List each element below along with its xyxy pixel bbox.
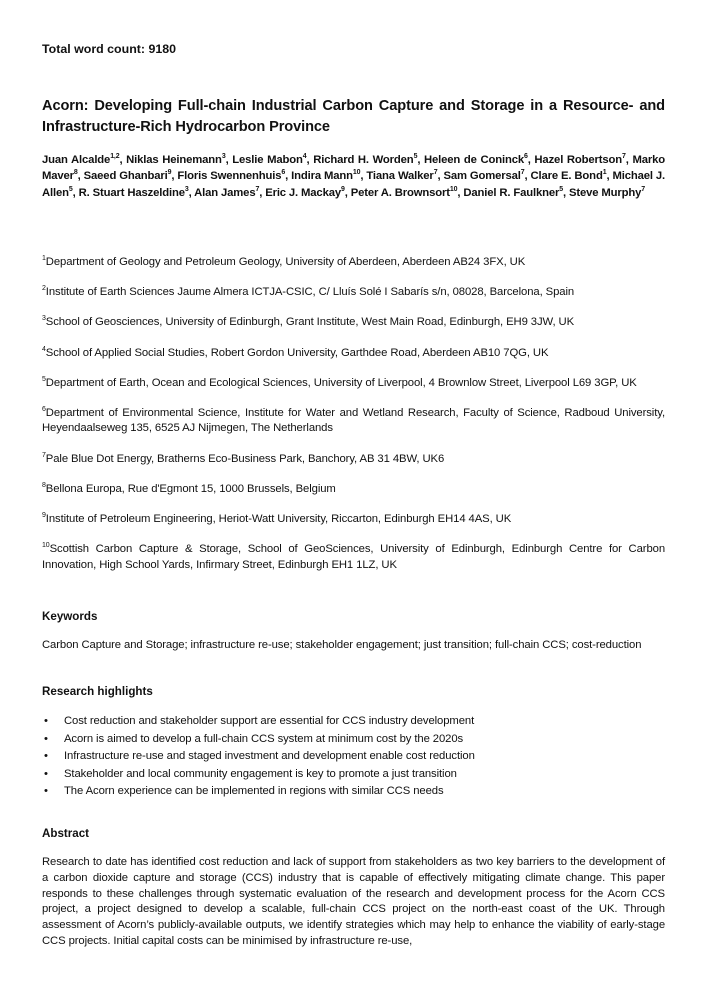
author-name: Steve Murphy (569, 186, 642, 199)
author (313, 154, 417, 166)
highlights-list (42, 713, 665, 801)
author (84, 170, 172, 182)
author (534, 154, 625, 166)
author-affiliation-number: 6 (281, 169, 286, 177)
affiliation (42, 376, 665, 392)
author-affiliation-number: 10 (352, 169, 361, 177)
affiliation-number: 4 (42, 345, 46, 353)
author-affiliation-number: 4 (302, 153, 307, 160)
author-name: Richard H. Worden (313, 154, 414, 166)
author (366, 170, 437, 182)
keywords-text: Carbon Capture and Storage; infrastructure re-use; stakeholder engagement; just transition; full-chain CCS; cost-reduction (42, 639, 642, 651)
author-name: Saeed Ghanbari (83, 170, 168, 183)
affiliation-text: Institute of Petroleum Engineering, Heriot-Watt University, Riccarton, Edinburgh EH14 4AS, UK (45, 513, 512, 525)
affiliation-text: Pale Blue Dot Energy, Bratherns Eco-Business Park, Banchory, AB 31 4BW, UK6 (45, 452, 445, 465)
author (42, 154, 119, 166)
abstract-heading: Abstract (42, 827, 90, 840)
affiliation-number: 3 (42, 315, 46, 323)
author-name: Hazel Robertson (534, 154, 623, 166)
affiliation (42, 285, 665, 301)
author-affiliation-number: 5 (68, 185, 73, 193)
bullet-icon: • (44, 732, 48, 745)
author-affiliation-number: 7 (255, 185, 260, 193)
author (531, 170, 607, 182)
highlight-item (42, 748, 665, 766)
highlights-heading: Research highlights (42, 685, 153, 698)
author-affiliation-number: 7 (520, 169, 525, 177)
abstract-text: Research to date has identified cost reduction and lack of support from stakeholders as two key barriers to the development of a carbon dioxide capture and storage (CCS) industry that is capable of effectively mitigating climate change. This paper responds to these challenges through systematic evaluation of the research and development process for the Acorn CCS project, a project designed to develop a scalable, full-chain CCS project on the north-east coast of the UK. Through assessment of Acorn’s publicly-available outputs, we identify strategies which may help to enhance the viability of early-stage CCS projects. Initial capital costs can be minimised by infrastructure re-use, (42, 856, 665, 947)
author-name: Indira Mann (291, 170, 353, 183)
paper-title: Acorn: Developing Full-chain Industrial Carbon Capture and Storage in a Resource- and Infrastructure-Rich Hydrocarbon Province (42, 98, 665, 135)
author-name: Daniel R. Faulkner (463, 186, 560, 199)
author (265, 187, 345, 199)
author-name: Heleen de Coninck (424, 154, 524, 166)
highlight-text: Infrastructure re-use and staged investment and development enable cost reduction (64, 750, 475, 762)
author-affiliation-number: 3 (221, 153, 226, 160)
highlight-item (42, 713, 665, 731)
author (424, 154, 528, 166)
author-affiliation-number: 1 (602, 169, 607, 177)
author (177, 170, 285, 182)
affiliation (42, 255, 665, 271)
author-name: Sam Gomersal (443, 170, 521, 183)
author-name: Niklas Heinemann (126, 154, 222, 166)
affiliation-number: 9 (42, 512, 46, 519)
author-affiliation-number: 5 (413, 153, 418, 160)
author-name: Eric J. Mackay (265, 186, 341, 199)
affiliation-number: 7 (42, 451, 46, 459)
author-name: Juan Alcalde (42, 154, 111, 166)
affiliation-number: 10 (42, 542, 50, 550)
highlight-text: Cost reduction and stakeholder support are essential for CCS industry development (64, 715, 475, 727)
author (569, 187, 645, 199)
author (232, 154, 306, 166)
author-name: Michael J. Allen (42, 170, 665, 199)
affiliation (42, 542, 665, 573)
affiliation-text: Department of Geology and Petroleum Geology, University of Aberdeen, Aberdeen AB24 3FX, UK (45, 256, 526, 268)
author-name: R. Stuart Haszeldine (78, 186, 185, 199)
author (291, 170, 360, 182)
author-affiliation-number: 1,2 (110, 153, 120, 160)
affiliation-number: 6 (42, 405, 46, 413)
author (463, 187, 563, 199)
author (443, 170, 524, 182)
author-affiliation-number: 5 (559, 185, 564, 193)
author (351, 187, 458, 199)
author-affiliation-number: 3 (184, 185, 189, 193)
author-affiliation-number: 7 (433, 169, 438, 177)
highlight-text: The Acorn experience can be implemented in regions with similar CCS needs (64, 785, 444, 797)
highlight-item (42, 766, 665, 784)
author-name: Leslie Mabon (232, 154, 303, 166)
bullet-icon: • (44, 767, 48, 780)
affiliation-text: School of Geosciences, University of Edinburgh, Grant Institute, West Main Road, Edinburgh, EH9 3JW, UK (45, 316, 575, 329)
affiliation (42, 406, 665, 437)
affiliation-number: 2 (42, 285, 46, 293)
highlight-text: Acorn is aimed to develop a full-chain CCS system at minimum cost by the 2020s (64, 732, 464, 745)
author-affiliation-number: 7 (641, 185, 646, 193)
keywords-heading: Keywords (42, 610, 98, 623)
affiliation (42, 315, 665, 331)
affiliation-text: Institute of Earth Sciences Jaume Almera ICTJA-CSIC, C/ Lluís Solé I Sabarís s/n, 08028, Barcelona, Spain (45, 286, 575, 299)
affiliation (42, 512, 665, 528)
highlight-item (42, 783, 665, 801)
highlight-item (42, 731, 665, 749)
author-name: Alan James (194, 186, 256, 199)
affiliation-text: School of Applied Social Studies, Robert Gordon University, Garthdee Road, Aberdeen AB10 7QG, UK (45, 346, 549, 359)
affiliation-text: Department of Environmental Science, Institute for Water and Wetland Research, Faculty of Science, Radboud University, Heyendaalseweg 135, 6525 AJ Nijmegen, The Netherlands (42, 406, 665, 435)
affiliation-text: Bellona Europa, Rue d'Egmont 15, 1000 Brussels, Belgium (45, 482, 336, 495)
author-affiliation-number: 9 (167, 169, 172, 177)
affiliation (42, 346, 665, 362)
author-list: Juan Alcalde$^{1,2}$, Niklas Heinemann$^3$, Leslie Mabon$^4$, Richard H. Worden$^5$, Heleen de Coninck$^6$, Hazel Robertson$^7$, Marko Maver$^8$, Saeed Ghanbari$^9$, Floris Swennenhuis$^6$, Indira Mann$^{10}$, Tiana Walker$^7$, Sam Gomersal$^7$, Clare E. Bond$^1$, Michael J. Allen$^5$, R. Stuart Haszeldine$^3$, Alan James$^7$, Eric J. Mackay$^9$, Peter A. Brownsort$^{10}$, Daniel R. Faulkner$^5$, Steve Murphy$^7$ (42, 153, 666, 199)
bullet-icon: • (44, 715, 48, 727)
bullet-icon: • (44, 750, 48, 762)
author-affiliation-number: 7 (622, 153, 626, 160)
affiliation-number: 5 (42, 375, 46, 383)
author-name: Clare E. Bond (530, 170, 603, 183)
author-affiliation-number: 10 (449, 185, 458, 193)
affiliation-text: Scottish Carbon Capture & Storage, School of GeoSciences, University of Edinburgh, Edinburgh Centre for Carbon Innovation, High School Yards, Infirmary Street, Edinburgh EH1 1LZ, UK (42, 543, 665, 571)
affiliation-number: 8 (42, 481, 46, 489)
affiliation-text: Department of Earth, Ocean and Ecological Sciences, University of Liverpool, 4 Brownlow Street, Liverpool L69 3GP, UK (45, 376, 637, 389)
affiliation (42, 452, 665, 468)
author-name: Peter A. Brownsort (350, 186, 450, 199)
affiliation-number: 1 (42, 255, 46, 262)
author-name: Tiana Walker (366, 170, 434, 183)
affiliation-list (42, 255, 665, 588)
affiliation (42, 482, 665, 498)
author-affiliation-number: 6 (523, 153, 528, 160)
bullet-icon: • (44, 785, 48, 797)
author (79, 187, 189, 199)
author (194, 187, 259, 199)
author-name: Marko Maver (42, 154, 666, 183)
author (126, 154, 225, 166)
author-affiliation-number: 8 (73, 169, 78, 177)
highlight-text: Stakeholder and local community engagement is key to promote a just transition (64, 767, 457, 780)
word-count: Total word count: 9180 (42, 42, 177, 56)
author-affiliation-number: 9 (340, 185, 345, 193)
author-name: Floris Swennenhuis (177, 170, 282, 183)
